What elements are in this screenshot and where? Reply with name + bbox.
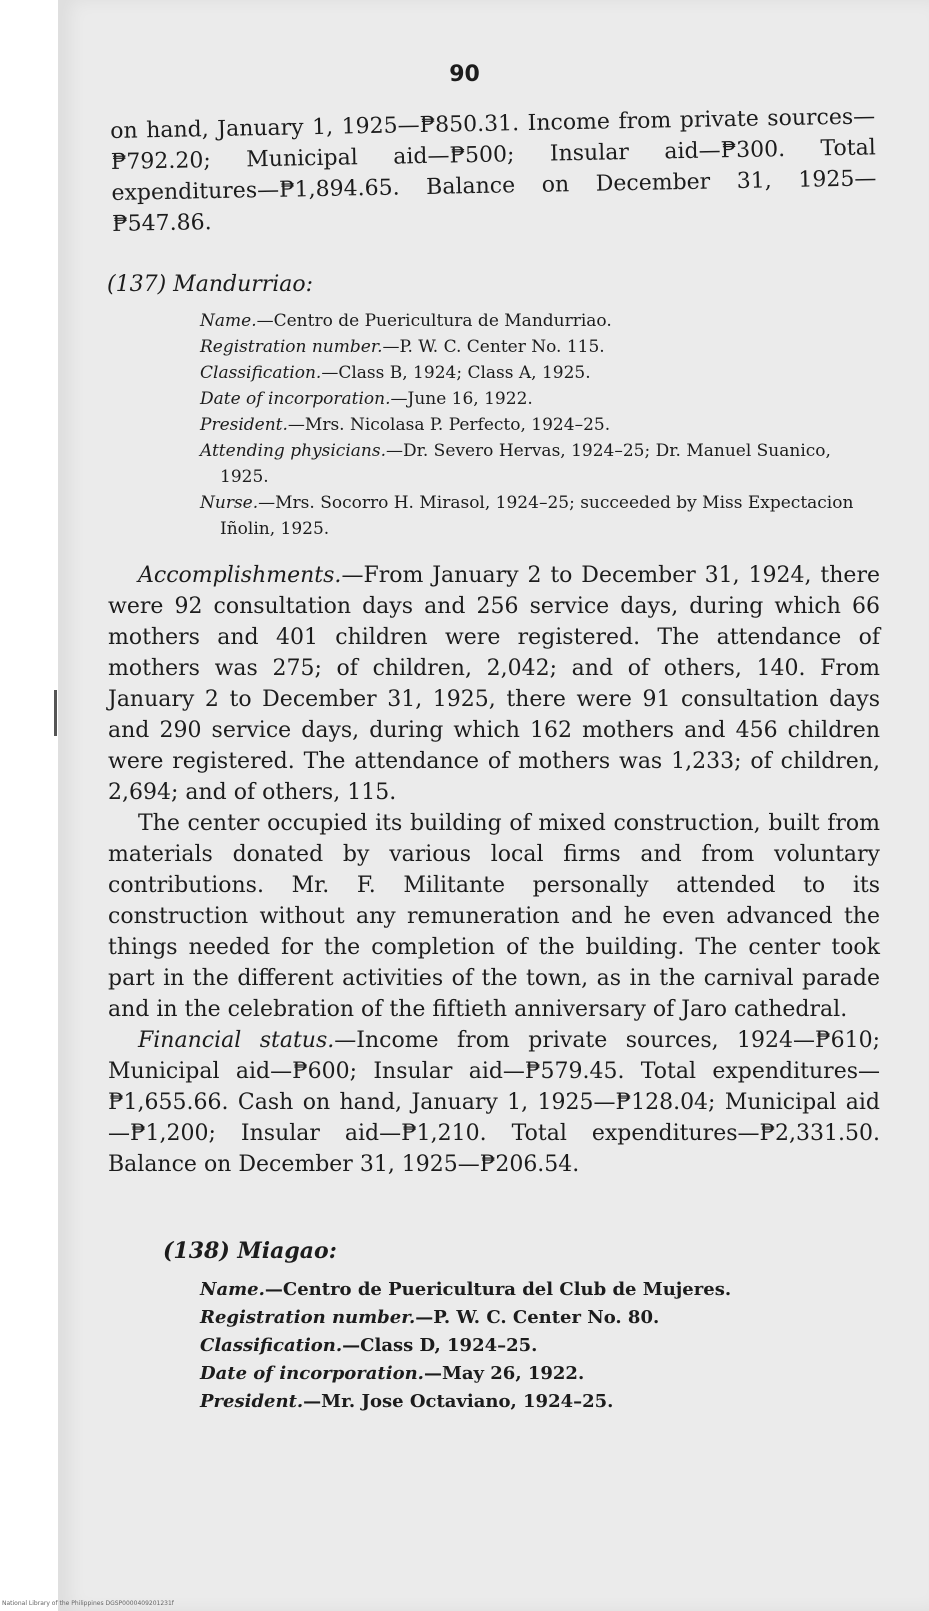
record-incorporation	[200, 386, 880, 412]
record-label: Name.	[200, 1279, 265, 1300]
record-label: Registration number.	[200, 337, 383, 357]
record-name	[200, 308, 880, 334]
record-value: —P. W. C. Center No. 115.	[382, 337, 605, 357]
record-label: Name.	[200, 311, 257, 331]
record-president	[200, 1388, 880, 1416]
section-138-number: (138)	[163, 1238, 230, 1264]
section-137-number: (137)	[107, 272, 167, 297]
record-physicians	[200, 438, 880, 490]
section-138-record	[200, 1276, 880, 1416]
record-registration	[200, 334, 880, 360]
record-value: —P. W. C. Center No. 80.	[415, 1307, 660, 1328]
section-137-heading	[107, 272, 313, 297]
page-margin	[0, 0, 58, 1611]
record-value: —Class B, 1924; Class A, 1925.	[321, 363, 591, 383]
record-label: President.	[200, 1391, 304, 1412]
record-value: —Mrs. Socorro H. Mirasol, 1924–25; succeeded by Miss Expectacion Iñolin, 1925.	[220, 493, 854, 539]
record-president	[200, 412, 880, 438]
financial-label: Financial status.	[138, 1028, 335, 1053]
record-value: —June 16, 1922.	[390, 389, 533, 409]
record-name	[200, 1276, 880, 1304]
accomplishments-paragraph	[108, 560, 880, 808]
record-label: Attending physicians.	[200, 441, 386, 461]
record-value: —Centro de Puericultura de Mandurriao.	[256, 311, 612, 331]
record-value: —Mr. Jose Octaviano, 1924–25.	[303, 1391, 614, 1412]
record-label: President.	[200, 415, 288, 435]
binding-mark	[54, 690, 57, 736]
record-value: —Centro de Puericultura del Club de Mujeres.	[264, 1279, 732, 1300]
accomplishments-text: —From January 2 to December 31, 1924, there were 92 consultation days and 256 service days, during which 66 mothers and 401 children were registered. The attendance of mothers was 275; of children, 2,042; and of others, 140. From January 2 to December 31, 1925, there were 91 consultation days and 290 service days, during which 162 mothers and 456 children were registered. The attendance of mothers was 1,233; of children, 2,694; and of others, 115.	[108, 563, 880, 805]
record-incorporation	[200, 1360, 880, 1388]
financial-text: —Income from private sources, 1924—₱610; Municipal aid—₱600; Insular aid—₱579.45. Total expenditures—₱1,655.66. Cash on hand, January 1, 1925—₱128.04; Municipal aid—₱1,200; Insular aid—₱1,210. Total expenditures—₱2,331.50. Balance on December 31, 1925—₱206.54.	[108, 1028, 880, 1177]
section-137-place: Mandurriao:	[173, 272, 314, 297]
section-138-heading	[163, 1238, 337, 1264]
record-label: Date of incorporation.	[200, 1363, 424, 1384]
record-nurse	[200, 490, 880, 542]
record-label: Classification.	[200, 1335, 343, 1356]
section-137-body	[108, 560, 880, 1180]
building-paragraph: The center occupied its building of mixed construction, built from materials donated by various local firms and from voluntary contributions. Mr. F. Militante personally attended to its construction without any remuneration and he even advanced the things needed for the completion of the building. The center took part in the different activities of the town, as in the carnival parade and in the celebration of the fiftieth anniversary of Jaro cathedral.	[108, 811, 880, 1022]
financial-paragraph	[108, 1025, 880, 1180]
record-label: Date of incorporation.	[200, 389, 391, 409]
footer-credit: National Library of the Philippines DGSP0000409201231f	[2, 1600, 174, 1607]
record-label: Registration number.	[200, 1307, 416, 1328]
intro-paragraph: on hand, January 1, 1925—₱850.31. Income from private sources—₱792.20; Municipal aid—₱500; Insular aid—₱300. Total expenditures—₱1,894.65. Balance on December 31, 1925—₱547.86.	[110, 104, 877, 237]
record-value: —Mrs. Nicolasa P. Perfecto, 1924–25.	[287, 415, 611, 435]
record-value: —Class D, 1924–25.	[342, 1335, 538, 1356]
record-value: —May 26, 1922.	[423, 1363, 585, 1384]
record-label: Classification.	[200, 363, 322, 383]
record-registration	[200, 1304, 880, 1332]
page-number: 90	[449, 62, 480, 87]
record-value: —Dr. Severo Hervas, 1924–25; Dr. Manuel Suanico, 1925.	[220, 441, 831, 487]
record-label: Nurse.	[200, 493, 259, 513]
record-classification	[200, 360, 880, 386]
section-138-place: Miagao:	[237, 1238, 337, 1264]
accomplishments-label: Accomplishments.	[138, 563, 342, 588]
record-classification	[200, 1332, 880, 1360]
section-137-record	[200, 308, 880, 542]
